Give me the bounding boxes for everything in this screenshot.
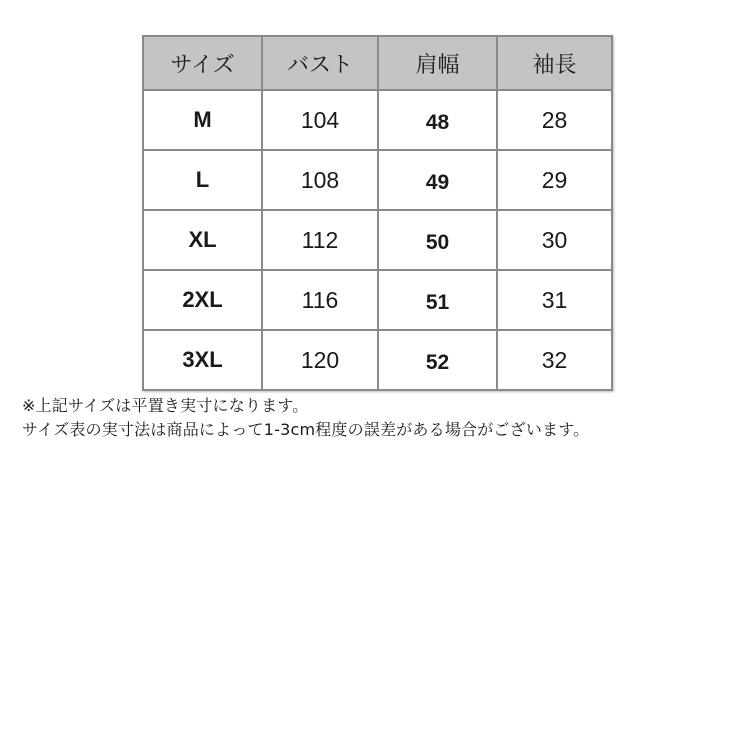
table-row (143, 90, 612, 150)
cell-bust: 112 (262, 210, 378, 270)
table-header-row (143, 36, 612, 90)
note-line-2: サイズ表の実寸法は商品によって1-3cm程度の誤差がある場合がございます。 (22, 420, 590, 439)
cell-shoulder: 52 (378, 330, 497, 390)
size-notes (22, 394, 589, 442)
note-line-1: ※上記サイズは平置き実寸になります。 (22, 396, 309, 415)
cell-bust: 116 (262, 270, 378, 330)
cell-size: 2XL (143, 270, 262, 330)
cell-size: M (143, 90, 262, 150)
cell-sleeve: 30 (497, 210, 612, 270)
size-table (142, 35, 613, 391)
header-bust: バスト (262, 36, 378, 90)
table-row (143, 150, 612, 210)
cell-shoulder: 48 (378, 90, 497, 150)
cell-sleeve: 28 (497, 90, 612, 150)
cell-sleeve: 29 (497, 150, 612, 210)
header-shoulder: 肩幅 (378, 36, 497, 90)
header-sleeve: 袖長 (497, 36, 612, 90)
cell-shoulder: 50 (378, 210, 497, 270)
table-row (143, 330, 612, 390)
cell-sleeve: 32 (497, 330, 612, 390)
cell-size: L (143, 150, 262, 210)
cell-shoulder: 51 (378, 270, 497, 330)
cell-shoulder: 49 (378, 150, 497, 210)
table-row (143, 270, 612, 330)
cell-bust: 104 (262, 90, 378, 150)
cell-size: XL (143, 210, 262, 270)
table-row (143, 210, 612, 270)
cell-size: 3XL (143, 330, 262, 390)
cell-bust: 108 (262, 150, 378, 210)
cell-bust: 120 (262, 330, 378, 390)
cell-sleeve: 31 (497, 270, 612, 330)
header-size: サイズ (143, 36, 262, 90)
